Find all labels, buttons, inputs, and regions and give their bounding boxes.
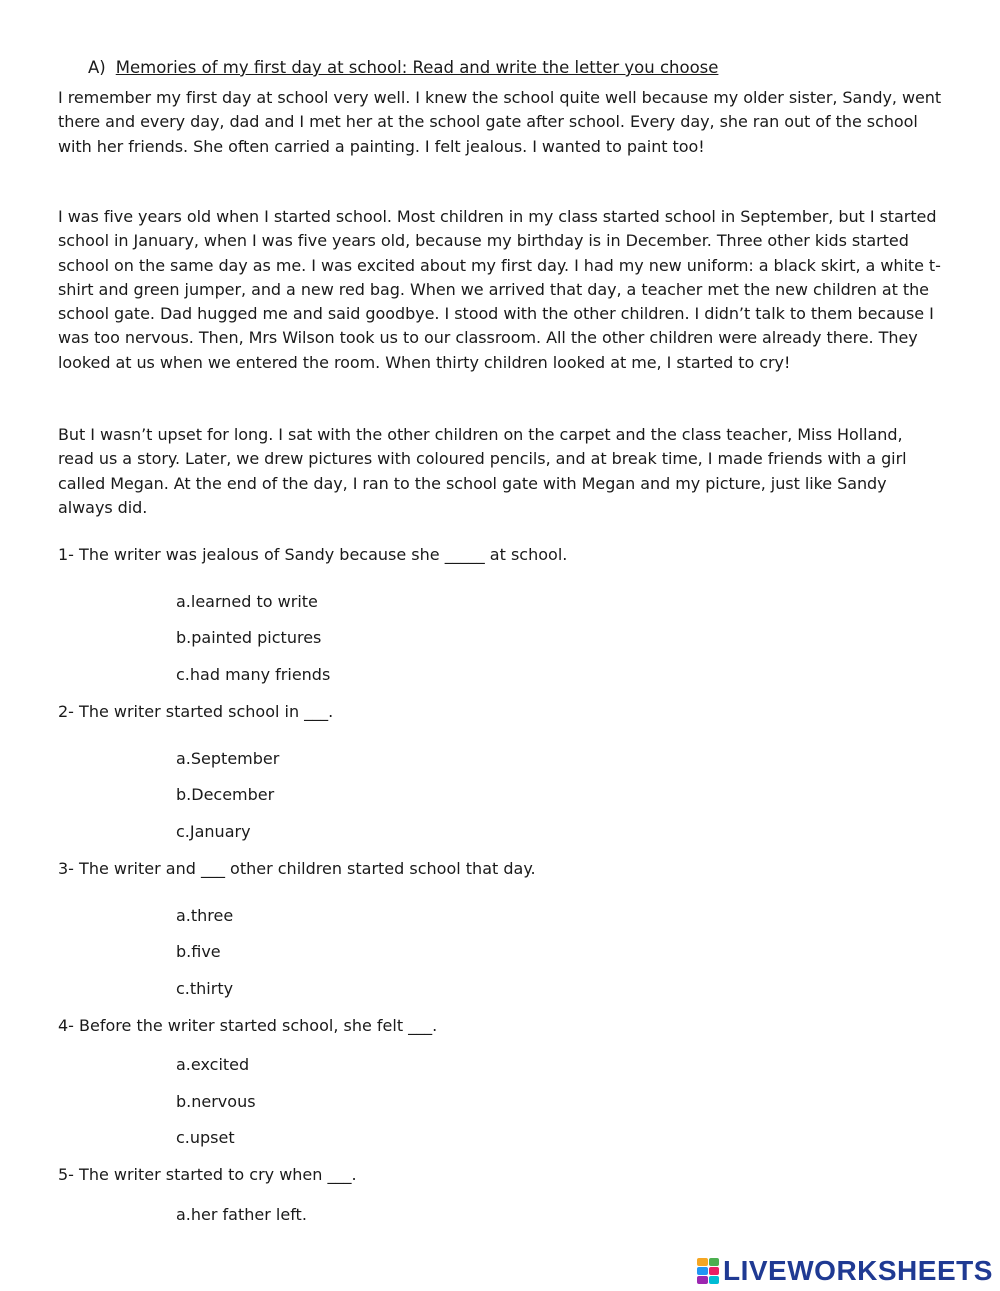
question-3: 3- The writer and ___ other children started school that day.: [58, 859, 536, 878]
liveworksheets-logo: [697, 1255, 993, 1287]
logo-icon-block: [709, 1258, 720, 1266]
logo-icon-block: [697, 1276, 708, 1284]
question-3-option-b[interactable]: b.five: [176, 942, 221, 961]
question-2-option-a[interactable]: a.September: [176, 749, 280, 768]
logo-icon-block: [697, 1258, 708, 1266]
question-1-option-b[interactable]: b.painted pictures: [176, 628, 322, 647]
worksheet-title: [88, 58, 718, 77]
question-1-option-a[interactable]: a.learned to write: [176, 592, 318, 611]
paragraph-3: But I wasn’t upset for long. I sat with the other children on the carpet and the class teacher, Miss Holland, read us a story. Later, we drew pictures with coloured pencils, and at break time, I made friends with a girl called Megan. At the end of the day, I ran to the school gate with Megan and my picture, just like Sandy always did.: [58, 425, 907, 517]
paragraph-1: I remember my first day at school very well. I knew the school quite well because my older sister, Sandy, went there and every day, dad and I met her at the school gate after school. Every day, she ran out of the school with her friends. She often carried a painting. I felt jealous. I wanted to paint too!: [58, 88, 942, 156]
liveworksheets-logo-icon: [697, 1258, 719, 1284]
question-4-option-a[interactable]: a.excited: [176, 1055, 250, 1074]
question-5: 5- The writer started to cry when ___.: [58, 1165, 357, 1184]
question-1: 1- The writer was jealous of Sandy because she _____ at school.: [58, 545, 568, 564]
question-3-option-a[interactable]: a.three: [176, 906, 234, 925]
title-label: A): [88, 58, 106, 77]
question-4-option-c[interactable]: c.upset: [176, 1128, 235, 1147]
question-2-option-b[interactable]: b.December: [176, 785, 275, 804]
question-3-option-c[interactable]: c.thirty: [176, 979, 234, 998]
logo-text: LIVEWORKSHEETS: [723, 1255, 993, 1286]
question-4-option-b[interactable]: b.nervous: [176, 1092, 256, 1111]
question-2: 2- The writer started school in ___.: [58, 702, 334, 721]
title-text: Memories of my first day at school: Read and write the letter you choose: [115, 58, 719, 77]
logo-icon-block: [697, 1267, 708, 1275]
paragraph-2: I was five years old when I started school. Most children in my class started school in September, but I started school in January, when I was five years old, because my birthday is in December. Three other kids started school on the same day as me. I was excited about my first day. I had my new uniform: a black skirt, a white t-shirt and green jumper, and a new red bag. When we arrived that day, a teacher met the new children at the school gate. Dad hugged me and said goodbye. I stood with the other children. I didn’t talk to them because I was too nervous. Then, Mrs Wilson took us to our classroom. All the other children were already there. They looked at us when we entered the room. When thirty children looked at me, I started to cry!: [58, 207, 941, 372]
logo-icon-block: [709, 1267, 720, 1275]
question-1-option-c[interactable]: c.had many friends: [176, 665, 331, 684]
question-5-option-a[interactable]: a.her father left.: [176, 1205, 307, 1224]
question-2-option-c[interactable]: c.January: [176, 822, 251, 841]
question-4: 4- Before the writer started school, she felt ___.: [58, 1016, 438, 1035]
logo-icon-block: [709, 1276, 720, 1284]
